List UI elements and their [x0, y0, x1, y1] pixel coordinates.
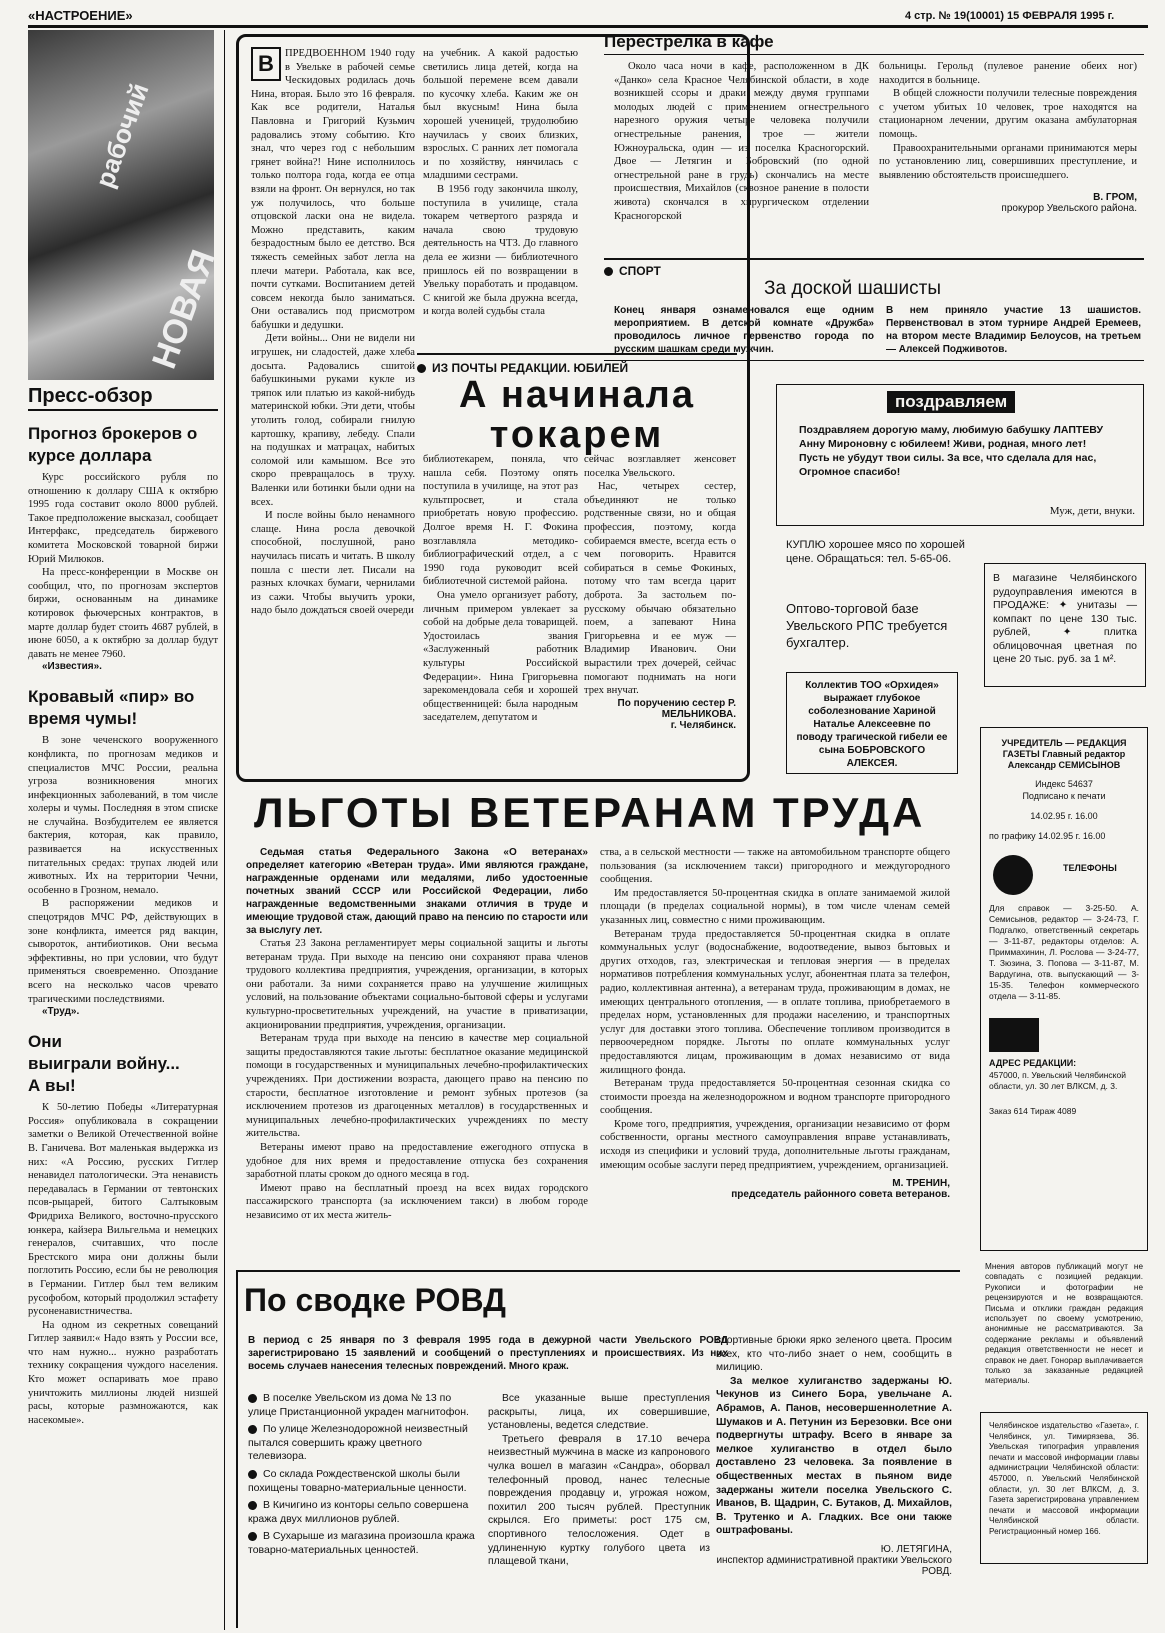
jubilee-col2-p1: на учебник. А какой радостью светились лица детей, когда на большой перемене всем давали по кусочку хлеба. Каким же он был вкусным! Нина была хорошей ученицей, трудолюбию научилась у своих близких, взрослых. С ранних лет помогала и по хозяйству, нянчилась с младшими сестрами.	[423, 48, 578, 182]
rovd-item: В поселке Увельском из дома № 13 по улице Пристанционной украден магнитофон.	[248, 1392, 469, 1418]
rovd-signature: Ю. ЛЕТЯГИНА,	[880, 1543, 952, 1555]
cafe-col2-p2: В общей сложности получили телесные повреждения с учетом убитых 10 человек, трое находятся на стационарном лечении, другим оказана амбулаторная помощь.	[879, 88, 1137, 140]
congrats-text: Поздравляем дорогую маму, любимую бабушку ЛАПТЕВУ Анну Мироновну с юбилеем! Живи, родная, много лет! Пусть не убудут твои силы. За все, что сделала для нас, Огромное спасибо!	[799, 424, 1104, 478]
cafe-col1: Около часа ночи в кафе, расположенном в ДК «Данко» села Красное Челябинской области, в ходе возникшей ссоры и драки между двумя группами молодых людей с применением огнестрельного нарезного оружия четыре человека получили огнестрельные ранения, трое — жители Южноуральска, один — из поселка Красногорский. Двое — Летягин и Бобровский (по одной огнестрельной ране в грудь) скончались на месте происшествия, Михайлов (сквозное ранение в полости живота) скончался в хирургическом отделении Красногорской	[614, 61, 869, 222]
rovd-signature-role: инспектор административной практики Увельского РОВД.	[716, 1554, 952, 1577]
press-a3-title-1: Они	[28, 1032, 62, 1052]
ad-sale-box	[984, 563, 1146, 687]
condolence-text: Коллектив ТОО «Орхидея» выражает глубокое соболезнование Хариной Наталье Алексеевне по поводу трагической гибели ее сына БОБРОВСКОГО АЛЕКСЕЯ.	[796, 680, 948, 769]
jubilee-head	[417, 353, 737, 455]
newspaper-photo	[28, 30, 223, 380]
veterans-col-1	[246, 846, 588, 1222]
rovd-col-2	[488, 1392, 710, 1569]
veterans-p5: ства, а в сельской местности — также на автомобильном транспорте общего пользования (за исключением такси) пригородного и междугородного сообщения.	[600, 847, 950, 886]
rovd-title: По сводке РОВД	[244, 1282, 506, 1318]
bullet-icon	[248, 1470, 257, 1479]
sport-article	[604, 258, 1144, 361]
rovd-col3-p2: За мелкое хулиганство задержаны Ю. Чекунов из Синего Бора, увельчане А. Абрамов, А. Панов, несовершеннолетние А. Шумаков и А. Петунин из Березовки. Все они подвергнуты штрафу. Всего в январе за мелкое хулиганство в отдел было доставлено 23 человека. За появление в общественных местах в пьяном виде задержаны жители поселка Увельского С. Иванов, В. Щадрин, С. Бутаков, Д. Михайлов, В. Трутенко и А. Гладких. Все они также оштрафованы.	[716, 1375, 952, 1537]
imprint-index: Индекс 54637	[1035, 779, 1093, 789]
veterans-p2: Ветеранам труда при выходе на пенсию в качестве мер социальной защиты предоставляются такие льготы: бесплатное оказание медицинской помощи в государственных и муниципальных лечебно-профилактических учреждениях. При достижении возраста, дающего право на пенсию по старости, бесплатное изготовление и ремонт зубных протезов (за исключением протезов из драгоценных металлов) в государственных и муниципальных лечебно-профилактических учреждениях по месту жительства.	[246, 1033, 588, 1140]
jubilee-col1-p3: И после войны было ненамного слаще. Нина росла девочкой способной, послушной, рано научилась писать и читать. В школу пошла с шести лет. Писали на разных клочках бумаги, чернилами из сажи. Чтобы выучить уроки, надо было дождаться своей очереди	[251, 510, 415, 617]
press-a3-p2: На одном из секретных совещаний Гитлер заявил:« Надо взять у России все, что нам нужно... нужно разработать технику сокращения чуждого населения. Кто может оспаривать мое право уничтожить миллионы людей низшей расы, которые размножаются, как насекомые».	[28, 1319, 218, 1426]
jubilee-rubric: ИЗ ПОЧТЫ РЕДАКЦИИ. ЮБИЛЕЙ	[432, 361, 629, 375]
jubilee-col-4	[584, 453, 736, 731]
jubilee-signature: По поручению сестер Р. МЕЛЬНИКОВА.	[617, 697, 736, 720]
veterans-signature-role: председатель районного совета ветеранов.	[731, 1189, 950, 1201]
issue-info: 4 стр. № 19(10001) 15 ФЕВРАЛЯ 1995 г.	[905, 10, 1115, 22]
jubilee-city: г. Челябинск.	[670, 719, 736, 731]
press-title: Пресс-обзор	[28, 385, 218, 411]
rovd-col3-p1: спортивные брюки ярко зеленого цвета. Просим всех, кто что-либо знает о нем, сообщить в милицию.	[716, 1335, 952, 1374]
ad-buy: КУПЛЮ хорошее мясо по хорошей цене. Обращаться: тел. 5-65-06.	[786, 539, 965, 565]
column-rule	[224, 30, 225, 1630]
bullet-icon	[248, 1532, 257, 1541]
bullet-icon	[248, 1394, 257, 1403]
imprint-date-1: 14.02.95 г. 16.00	[1030, 811, 1098, 821]
rovd-col-3	[716, 1334, 952, 1577]
imprint-phones: Для справок — 3-25-50. А. Семисынов, редактор — 3-24-73, Г. Подгалко, ответственный секретарь — 3-11-87, редакторы отделов: А. Приммахинин, Л. Рослова — 3-24-77, Т. Зюзина, З. Попова — 3-11-87, М. Вардугина, отв. выпускающий — 3-15-35. Телефон коммерческого отдела — 3-11-85.	[989, 903, 1139, 1001]
sport-title: За доской шашисты	[764, 278, 941, 299]
congrats-signature: Муж, дети, внуки.	[1049, 505, 1135, 517]
rovd-article	[236, 1270, 960, 1628]
congrats-box	[776, 384, 1144, 526]
veterans-signature: М. ТРЕНИН,	[892, 1178, 950, 1190]
veterans-p7: Ветеранам труда предоставляется 50-процентная скидка в оплате коммунальных услуг (водоснабжение, водоотведение, вывоз бытовых и других отходов, газ, электрическая и тепловая энергия — в пределах нормативов потребления коммунальных услуг, абонентная плата за телефон, радио, коллективная антенна), а ветеранам труда, проживающим в домах, не имеющих центрального отопления, — в оплате топлива, приобретаемого в пределах норм, установленных для продажи населению, и транспортных услуг для доставки этого топлива. Обеспечение топливом производится в первоочередном порядке. Льготы по оплате коммунальных услуг предоставляются лицам, проживающим в домах независимо от вида жилищного фонда.	[600, 928, 950, 1076]
rovd-col2-p1: Все указанные выше преступления раскрыты, лица, их совершившие, установлены, ведется следствие.	[488, 1393, 710, 1432]
jubilee-col3-p2: Она умело организует работу, личным примером увлекает за собой на добрые дела товарищей. Удостоилась звания «Заслуженный работник культуры Российской Федерации». Нина Григорьевна зарекомендовала себя и хорошей общественницей: была народным заседателем, депутатом и	[423, 589, 578, 724]
rovd-list	[248, 1392, 480, 1562]
press-a3-p1: К 50-летию Победы «Литературная Россия» опубликовала в сокращении заметки о Великой Отечественной войне В. Ганичева. Вот маленькая выдержка из них: «А Россию, русских Гитлер ненавидел патологически. Эта ненависть передавалась в Германии от тевтонских псов-рыцарей, битого Салтыковым Фридриха Великого, восточно-прусского юнкера, кайзера Вильгельма и немецких генералов, считавших, что после Брестского мира они должны были поглотить Россию, если бы не революция в Германии. Гитлер был тем великим русофобом, который продолжил эстафету русоненавистничества.	[28, 1102, 218, 1318]
jubilee-col2-p2: В 1956 году закончила школу, поступила в училище, стала токарем четвертого разряда и начала свою трудовую деятельность на ЧТЗ. До главного дела ее жизни — библиотечного пришлось ей по возвращении в Увельку поработать и продавцом. С книгой же была дружна всегда, и когда волей судьбы стала	[423, 183, 578, 318]
press-a2-p1: В зоне чеченского вооруженного конфликта, по прогнозам медиков и специалистов МЧС России, реальна угроза возникновения многих инфекционных заболеваний, в том числе холеры и чумы. Последняя в этом списке не случайна. Возбудителем ее является бактерия, которая, как правило, развивается на искусственных питательных средах: трупах людей или животных. Их на территории Чечни, особенно в Грозном, немало.	[28, 735, 218, 896]
veterans-title: ЛЬГОТЫ ВЕТЕРАНАМ ТРУДА	[254, 789, 926, 836]
veterans-p6: Им предоставляется 50-процентная скидка в оплате занимаемой жилой площади (в пределах социальной нормы), в том числе членам семей указанных лиц, совместно с ними проживающим.	[600, 887, 950, 926]
jubilee-title-2: токарем	[489, 414, 665, 456]
press-a1-source: «Известия».	[42, 661, 102, 673]
veterans-p4: Имеют право на бесплатный проезд на всех видах городского пассажирского транспорта (за исключением такси) в любом городе независимо от их места житель-	[246, 1182, 588, 1221]
phone-icon	[993, 855, 1033, 895]
imprint-address: 457000, п. Увельский Челябинской области, ул. 30 лет ВЛКСМ, д. 3.	[989, 1070, 1126, 1091]
rovd-col2-p2: Третьего февраля в 17.10 вечера неизвестный мужчина в маске из капронового чулка вошел в магазин «Сандра», оборвал телефонный провод, нанес телесные повреждения продавцу и, угрожая ножом, похитил 200 тысяч рублей. Преступник скрылся. Его приметы: рост 175 см, спортивного телосложения. Одет в удлиненную куртку голубого цвета из плащевой ткани,	[488, 1433, 710, 1568]
rovd-item: Со склада Рождественской школы были похищены товарно-материальные ценности.	[248, 1467, 467, 1494]
drop-cap: В	[251, 47, 281, 81]
phones-title: ТЕЛЕФОНЫ	[1063, 863, 1117, 873]
press-a1-title: Прогноз брокеров о курсе доллара	[28, 424, 198, 465]
sport-rubric: СПОРТ	[604, 264, 661, 278]
jubilee-col-1	[251, 47, 415, 618]
cafe-col2-p3: Правоохранительными органами принимаются меры по установлению лиц, совершивших преступление, и выявлению обстоятельств происшедшего.	[879, 142, 1137, 181]
jubilee-title-1: А начинала	[459, 374, 695, 416]
bullet-icon	[248, 1501, 257, 1510]
cafe-title: Перестрелка в кафе	[604, 32, 1144, 55]
press-a1-p1: Курс российского рубля по отношению к доллару США к октябрю 1995 года составит около 8000 рублей. Такое предположение высказал, сообщает Интерфакс, председатель биржевого комитета Московской товарной биржи Юрий Милюков.	[28, 472, 218, 565]
imprint-order: Заказ 614 Тираж 4089	[989, 1106, 1077, 1116]
rovd-item: В Сухарыше из магазина произошла кража товарно-материальных ценностей.	[248, 1530, 475, 1556]
bullet-icon	[604, 267, 613, 276]
imprint-printer: Челябинское издательство «Газета», г. Челябинск, ул. Тимирязева, 36. Увельская типография управления печати и массовой информации главы администрации Челябинской области: 457000, п. Увельский Челябинской области, ул. 30 лет ВЛКСМ, д. 3. Газета зарегистрирована управлением печати и массовой информации Челябинской области. Регистрационный номер 166.	[989, 1421, 1139, 1536]
veterans-p8: Ветеранам труда предоставляется 50-процентная сезонная скидка со стоимости проезда на железнодорожном и водном транспорте пригородного сообщения.	[600, 1078, 950, 1117]
bullet-icon	[248, 1425, 257, 1434]
press-a1-p2: На пресс-конференции в Москве он сообщил, что, по прогнозам экспертов биржи, основанным на динамике котировок фьючерсных контрактов, в марте доллар будет стоить 4687 рублей, в июне 6050, а к октябрю за доллар будут давать не менее 7960.	[28, 567, 218, 660]
press-review	[28, 385, 218, 1427]
veterans-col-2	[600, 846, 950, 1200]
veterans-article	[236, 790, 956, 836]
envelope-icon	[989, 1018, 1039, 1052]
cafe-col2-p1: больницы. Герольд (пулевое ранение обеих ног) находится в больнице.	[879, 61, 1137, 86]
sport-col2: В нем приняло участие 13 шашистов. Первенствовал в этом турнире Андрей Еремеев, на втором месте Владимир Белоусов, на третьем — Алексей Подживотов.	[886, 305, 1141, 355]
press-a2-source: «Труд».	[42, 1006, 80, 1018]
imprint-disclaimer: Мнения авторов публикаций могут не совпадать с позицией редакции. Рукописи и фотографии не рецензируются и не возвращаются. Письма и отклики граждан редакция использует по своему усмотрению, анонимные не рассматриваются. За содержание рекламы и объявлений редакция ответственности не несет и справок не дает. Гонорар выплачивается только за заказанные редакцией материалы.	[985, 1262, 1143, 1386]
condolence-box	[786, 672, 958, 774]
ad-sale: В магазине Челябинского рудоуправления имеются в ПРОДАЖЕ: ✦ унитазы — компакт по цене 130 тыс. рублей, ✦ плитка облицовочная цветная по цене 20 тыс. руб. за 1 м².	[993, 572, 1137, 665]
rovd-item: По улице Железнодорожной неизвестный пытался совершить кражу цветного телевизора.	[248, 1423, 468, 1463]
veterans-lead: Седьмая статья Федерального Закона «О ветеранах» определяет категорию «Ветеран труда». Ими являются граждане, награжденные орденами или медалями, либо удостоенные почетных званий СССР или Российской Федерации, либо награжденные ведомственными знаками отличия в труде и имеющие трудовой стаж, дающий право на пенсию по старости или за выслугу лет.	[246, 847, 588, 936]
jubilee-col1-p2: Дети войны... Они не видели ни игрушек, ни сладостей, даже хлеба досыта. Радовались сшитой бабушкиными руками кукле из тряпок или платью из какой-нибудь материнской юбки. Эти дети, чтобы утолить голод, собирали гнилую картошку, крапиву, лебеду. Спали на подушках и матрацах, набитых соломой или камышом. Все это скоро превращалось в труху. Валенки или ботинки были одни на всех.	[251, 333, 415, 508]
jubilee-col4-p1: сейчас возглавляет женсовет поселка Увельского.	[584, 454, 736, 479]
address-title: АДРЕС РЕДАКЦИИ:	[989, 1058, 1077, 1068]
header-rule	[28, 25, 1148, 28]
imprint-founder: УЧРЕДИТЕЛЬ — РЕДАКЦИЯ ГАЗЕТЫ Главный редактор Александр СЕМИСЫНОВ	[1001, 738, 1127, 770]
cafe-signature: В. ГРОМ,	[1093, 192, 1137, 204]
imprint-box	[980, 727, 1148, 1251]
veterans-p1: Статья 23 Закона регламентирует меры социальной защиты и льготы ветеранам труда. При выходе на пенсию они сохраняют права членов трудового коллектива предприятия, учреждения, организации, в которых они работали. За ними сохраняется право на улучшение жилищных условий, на пользование объектами социально-бытовой сферы и услугами культурно-просветительных учреждений, на участие в приватизации, акционировании предприятия, учреждения, организации.	[246, 938, 588, 1031]
printer-box	[980, 1412, 1148, 1564]
jubilee-col-3	[423, 453, 578, 725]
jubilee-col1-p1: ПРЕДВОЕННОМ 1940 году в Увельке в рабочей семье Ческидовых родилась дочь Нина, вторая. Было это 16 февраля. Как все родители, Наталья Павловна и Григорий Кузьмич радовались этому событию. Кто знал, что через год с небольшим грянет война?! Нине исполнилось только полтора года, когда ее отца взяли на фронт. Он вернулся, но так уж получилось, что больше отцовской ласки она не видела. Можно представить, каким безрадостным было ее детство. Вся тяжесть семейных забот легла на плечи матери. Работала, как все, почти сутками. Воспитанием детей совсем некогда было заниматься. Они оставались под присмотром бабушки и дедушки.	[251, 48, 415, 331]
rovd-lead: В период с 25 января по 3 февраля 1995 года в дежурной части Увельского РОВД зарегистрировано 15 заявлений и сообщений о преступлениях и происшествиях. Из них восемь случаев нанесения телесных повреждений. Много краж.	[248, 1335, 728, 1372]
press-a3-title-3: А вы!	[28, 1076, 76, 1096]
press-a2-p2: В распоряжении медиков и спецотрядов МЧС РФ, действующих в зоне конфликта, имеется ряд вакцин, сывороток, антибиотиков. Они весьма эффективны, но при условии, что будут применяться своевременно. Опоздание всего на несколько часов чревато трагическими последствиями.	[28, 898, 218, 1005]
rubric-label: «НАСТРОЕНИЕ»	[28, 8, 133, 23]
sport-col1: Конец января ознаменовался еще одним мероприятием. В детской комнате «Дружба» проводилось личное первенство города по русским шашкам среди мужчин.	[614, 305, 874, 355]
jubilee-col4-p2: Нас, четырех сестер, объединяют не только родственные связи, но и общая профессия, поэтому, когда собираемся вместе, всегда есть о чем поговорить. Нравится собираться в семье Фокиных, потому что там всегда царит доброта. За застольем по-русскому обычаю обязательно поем, а запевают Нина Григорьевна и ее муж — Владимир Иванович. Они вырастили трех дочерей, сейчас помогают поднимать на ноги трех внучат.	[584, 481, 736, 697]
congrats-banner: поздравляем	[887, 391, 1015, 413]
photo-caption-2: НОВАЯ	[145, 245, 223, 374]
imprint-date-2: по графику 14.02.95 г. 16.00	[989, 831, 1106, 841]
jubilee-col-2	[423, 47, 578, 319]
imprint-signed: Подписано к печати	[1022, 791, 1106, 801]
cafe-article	[604, 32, 1144, 222]
press-a3-title-2: выиграли войну...	[28, 1054, 180, 1074]
bullet-icon	[417, 364, 426, 373]
ad-job: Оптово-торговой базе Увельского РПС требуется бухгалтер.	[786, 601, 948, 650]
veterans-p9: Кроме того, предприятия, учреждения, организации независимо от форм собственности, органы местного самоуправления вправе устанавливать, исходя из специфики и условий труда, дополнительные льготы гражданам, имеющим особые заслуги перед предприятием, учреждением, организацией.	[600, 1118, 950, 1171]
veterans-p3: Ветераны имеют право на предоставление ежегодного отпуска в удобное для них время и предоставление отпуска без сохранения заработной платы сроком до одного месяца в год.	[246, 1141, 588, 1181]
press-a2-title: Кровавый «пир» во время чумы!	[28, 687, 195, 729]
cafe-signature-role: прокурор Увельского района.	[1001, 203, 1137, 215]
photo-caption-1: рабочий	[89, 79, 155, 192]
jubilee-col3-p1: библиотекарем, поняла, что нашла себя. Поэтому опять поступила в училище, на этот раз культпросвет, и стала приобретать новую профессию. Долгое время Н. Г. Фокина возглавляла методико-библиографический отдел, а с 1990 года руководит всей библиотечной системой района.	[423, 454, 578, 588]
rovd-item: В Кичигино из конторы сельпо совершена кража двух миллионов рублей.	[248, 1499, 469, 1525]
